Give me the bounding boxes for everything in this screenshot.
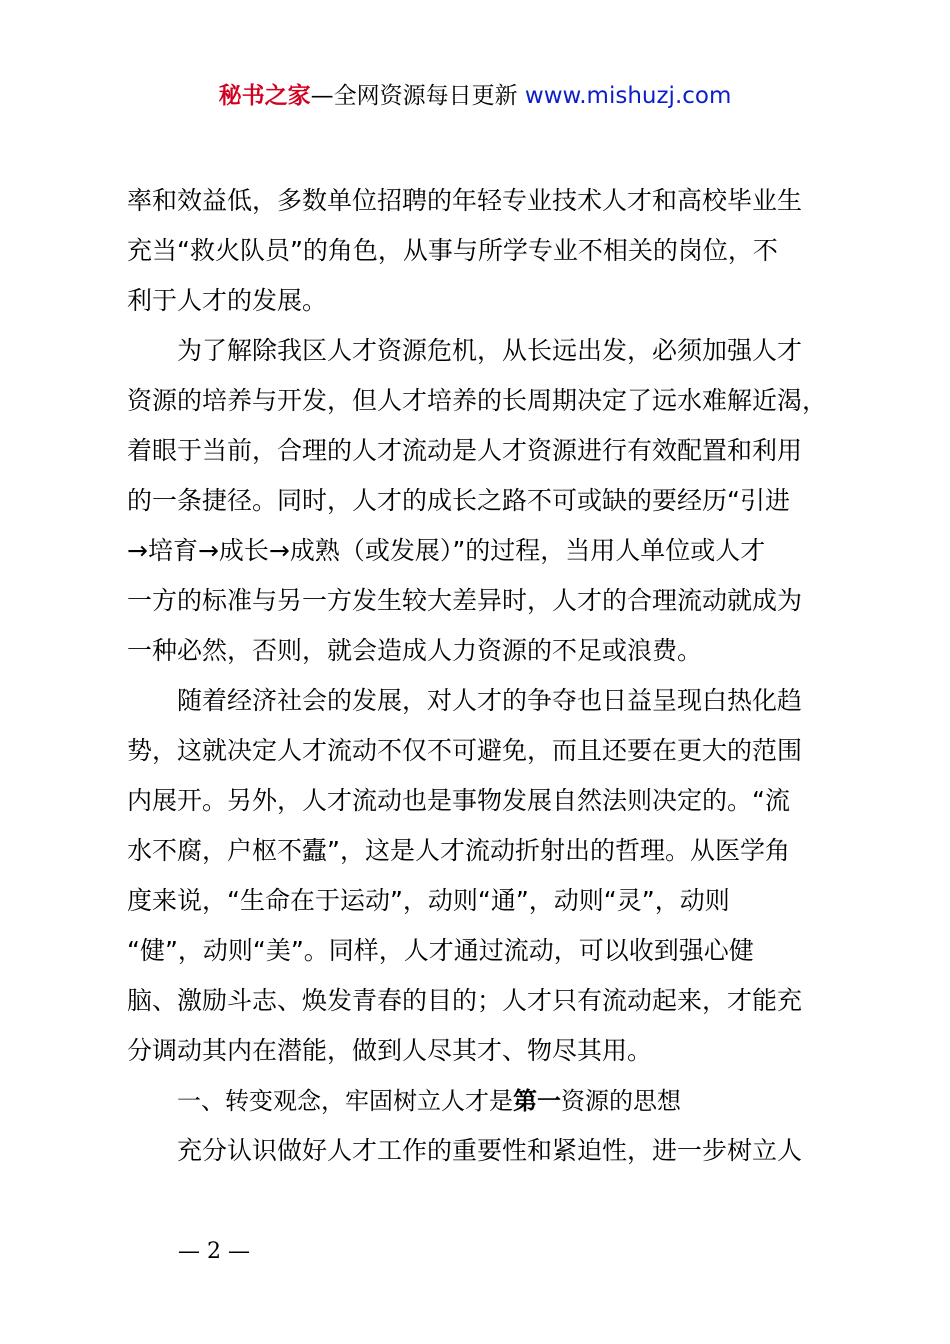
page-number: — 2 — (178, 1239, 250, 1264)
text-line: →培育→成长→成熟（或发展）”的过程，当用人单位或人才 (127, 536, 766, 565)
text-line: 着眼于当前，合理的人才流动是人才资源进行有效配置和利用 (127, 436, 803, 465)
text-line: 脑、激励斗志、焕发青春的目的；人才只有流动起来，才能充 (127, 986, 803, 1015)
text-line: 的一条捷径。同时，人才的成长之路不可或缺的要经历“引进 (127, 486, 790, 515)
section-heading-strong: 第一 (513, 1087, 561, 1115)
text-line: 一方的标准与另一方发生较大差异时，人才的合理流动就成为 (127, 586, 803, 615)
text-line: “健”，动则“美”。同样，人才通过流动，可以收到强心健 (127, 936, 754, 965)
document-body (127, 176, 827, 1176)
text-line: 为了解除我区人才资源危机，从长远出发，必须加强人才 (177, 336, 803, 365)
section-heading-text: 一、转变观念，牢固树立人才是 (177, 1087, 513, 1115)
text-line: 度来说，“生命在于运动”，动则“通”，动则“灵”，动则 (127, 886, 730, 915)
text-line: 势，这就决定人才流动不仅不可避免，而且还要在更大的范围 (127, 736, 803, 765)
section-heading (127, 1076, 827, 1126)
text-line: 利于人才的发展。 (127, 286, 328, 315)
header-url-link[interactable]: www.mishuzj.com (524, 83, 732, 109)
text-line: 随着经济社会的发展，对人才的争夺也日益呈现白热化趋 (177, 686, 803, 715)
text-line: 率和效益低，多数单位招聘的年轻专业技术人才和高校毕业生 (127, 186, 803, 215)
text-line: 一种必然，否则，就会造成人力资源的不足或浪费。 (127, 636, 703, 665)
text-line: 内展开。另外，人才流动也是事物发展自然法则决定的。“流 (127, 786, 790, 815)
page-header (0, 80, 950, 112)
text-line: 资源的培养与开发，但人才培养的长周期决定了远水难解近渴， (127, 386, 827, 415)
text-line: 充分认识做好人才工作的重要性和紧迫性，进一步树立人 (177, 1136, 803, 1165)
header-tagline: —全网资源每日更新 (310, 83, 518, 109)
text-line: 充当“救火队员”的角色，从事与所学专业不相关的岗位，不 (127, 236, 778, 265)
text-line: 分调动其内在潜能，做到人尽其才、物尽其用。 (127, 1036, 653, 1065)
text-line: 水不腐，户枢不蠹”，这是人才流动折射出的哲理。从医学角 (127, 836, 790, 865)
section-heading-text-end: 资源的思想 (561, 1087, 681, 1115)
header-brand: 秘书之家 (218, 83, 311, 109)
